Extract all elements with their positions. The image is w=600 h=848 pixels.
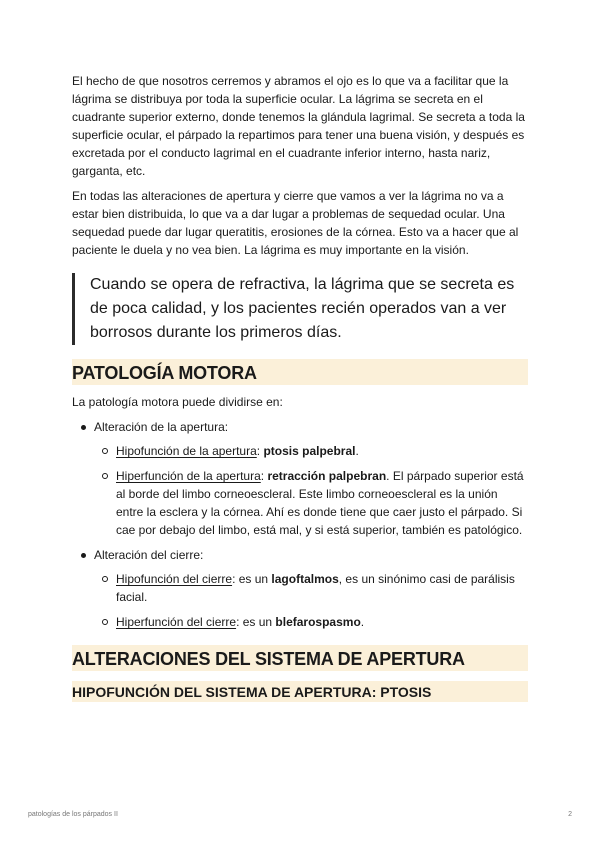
sub-list — [94, 570, 528, 631]
list-item-hiperfuncion-cierre: Hiperfunción del cierre: es un blefarospasmo. — [94, 613, 528, 631]
list-item-apertura — [72, 418, 528, 539]
term-link: Hiperfunción de la apertura — [116, 469, 261, 483]
list-item-label: Alteración del cierre: — [94, 548, 204, 562]
heading-ptosis: HIPOFUNCIÓN DEL SISTEMA DE APERTURA: PTOSIS — [72, 681, 528, 702]
paragraph-tear-distribution: El hecho de que nosotros cerremos y abramos el ojo es lo que va a facilitar que la lágrima se distribuya por toda la superficie ocular. La lágrima se secreta en el cuadrante superior externo, donde tenemos la glándula lagrimal. Se secreta a toda la superficie ocular, el párpado la repartimos para tener una buena visión, y después es excretada por el conducto lagrimal en el cuadrante inferior interno, hasta nariz, garganta, etc. — [72, 74, 525, 178]
footer-title: patologías de los párpados II — [28, 811, 118, 818]
heading-alteraciones-apertura: ALTERACIONES DEL SISTEMA DE APERTURA — [72, 645, 528, 671]
page-footer — [28, 811, 572, 818]
list-item-hiperfuncion-apertura: Hiperfunción de la apertura: retracción palpebran. El párpado superior está al borde del limbo corneoescleral. Este limbo corneoescleral es la unión entre la esclera y la córnea. Ahí es donde tiene que caer justo el párpado. Si cae por debajo del limbo, está mal, y si está superior, también es patológico. — [94, 467, 528, 539]
heading-patologia-motora: PATOLOGÍA MOTORA — [72, 359, 528, 385]
term-link: Hiperfunción del cierre — [116, 615, 237, 629]
term-link: Hipofunción del cierre — [116, 572, 233, 586]
blockquote: Cuando se opera de refractiva, la lágrima que se secreta es de poca calidad, y los pacientes recién operados van a ver borrosos durante los primeros días. — [72, 273, 528, 345]
bold-term: lagoftalmos — [271, 572, 339, 586]
bullet-list — [72, 418, 528, 631]
section-intro: La patología motora puede dividirse en: — [72, 395, 283, 409]
list-item-hipofuncion-cierre: Hipofunción del cierre: es un lagoftalmos, es un sinónimo casi de parálisis facial. — [94, 570, 528, 606]
term-link: Hipofunción de la apertura — [116, 444, 257, 458]
page-number: 2 — [568, 811, 572, 818]
sub-list — [94, 442, 528, 539]
paragraph-dryness: En todas las alteraciones de apertura y cierre que vamos a ver la lágrima no va a estar bien distribuida, lo que va a dar lugar a problemas de sequedad ocular. Una sequedad puede dar lugar queratitis, erosiones de la córnea. Esto va a hacer que al paciente le duela y no vea bien. La lágrima es muy importante en la visión. — [72, 189, 519, 257]
page-content — [72, 72, 528, 702]
list-item-cierre — [72, 546, 528, 631]
list-item-hipofuncion-apertura: Hipofunción de la apertura: ptosis palpebral. — [94, 442, 528, 460]
bold-term: ptosis palpebral — [263, 444, 356, 458]
bold-term: retracción palpebran — [267, 469, 387, 483]
list-item-label: Alteración de la apertura: — [94, 420, 229, 434]
bold-term: blefarospasmo — [275, 615, 361, 629]
